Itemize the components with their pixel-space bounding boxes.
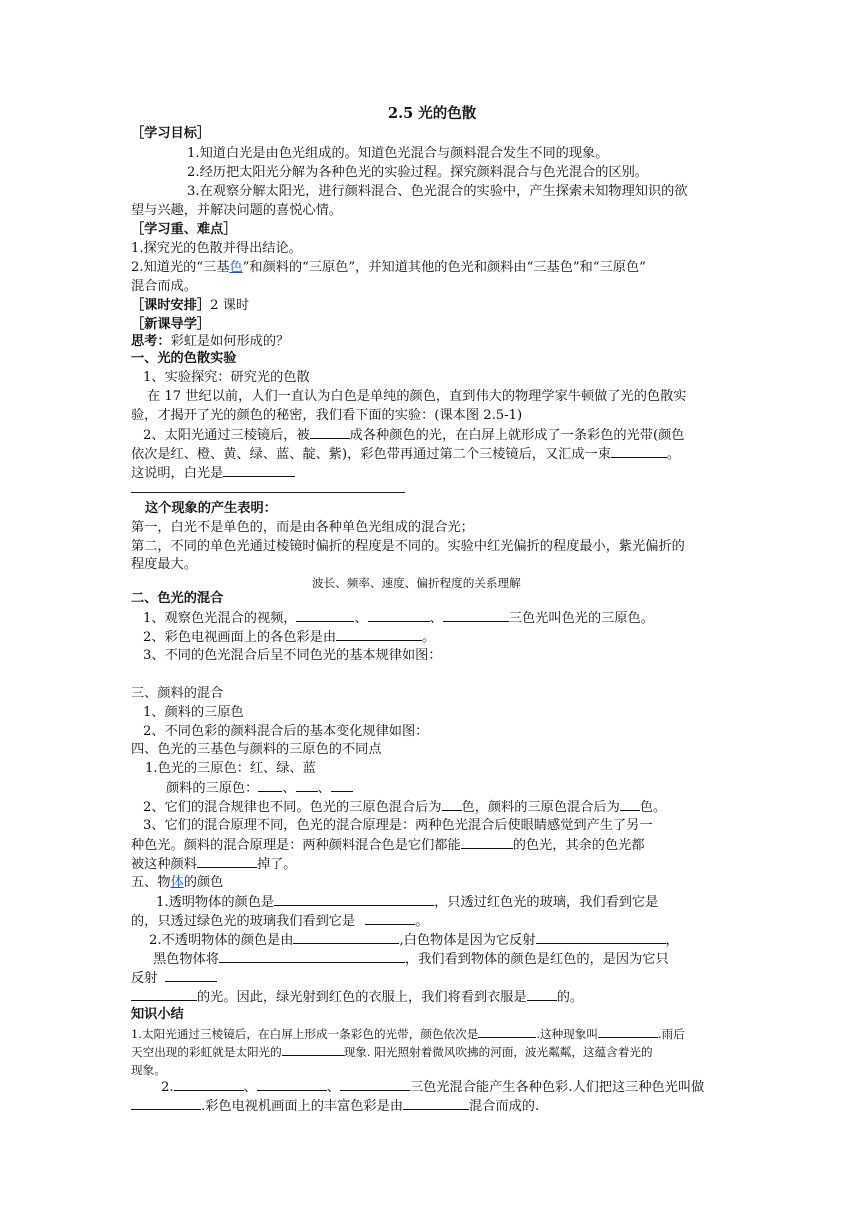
blank-field[interactable] xyxy=(598,1025,658,1038)
s5-line-3-a: 2.不透明物体的颜色是由 xyxy=(149,933,294,948)
blank-field[interactable] xyxy=(197,855,257,868)
wavelength-note: 波长、频率、速度、偏折程度的关系理解 xyxy=(312,576,521,590)
blank-field[interactable] xyxy=(620,798,640,811)
blank-field[interactable] xyxy=(527,988,557,1001)
summary-line-4-a: 2. xyxy=(161,1080,174,1095)
blank-field[interactable] xyxy=(461,836,513,849)
separator: 、 xyxy=(317,781,331,796)
key-point-1: 1.探究光的色散并得出结论。 xyxy=(131,241,302,256)
s5-line-2-a: 的，只透过绿色光的玻璃我们看到它是 xyxy=(131,914,356,929)
section-5-header-b: 的颜色 xyxy=(183,875,224,890)
color-link[interactable]: 色 xyxy=(229,260,243,275)
s2-line-2-a: 2、彩色电视画面上的各色彩是由 xyxy=(143,630,337,645)
s1-line-4 xyxy=(143,426,684,445)
s1-line-5 xyxy=(131,445,680,464)
s4-line-1: 1.色光的三原色：红、绿、蓝 xyxy=(145,761,316,776)
blank-field[interactable] xyxy=(536,931,666,944)
summary-line-5-b: 混合而成的. xyxy=(469,1099,540,1114)
summary-line-4-b: 三色光混合能产生各种色彩.人们把这三种色光叫做 xyxy=(409,1080,705,1095)
blank-field[interactable] xyxy=(293,931,399,944)
summary-line-2 xyxy=(131,1043,653,1061)
section-5-header-a: 五、物 xyxy=(131,875,171,890)
separator: 、 xyxy=(326,1080,340,1095)
s2-line-2-b: 。 xyxy=(422,630,436,645)
s1-line-4-a: 2、太阳光通过三棱镜后，被 xyxy=(143,428,310,443)
s4-line-4: 3、它们的混合原理不同，色光的混合原理是：两种色光混合后使眼睛感觉到产生了另一 xyxy=(143,818,653,833)
s4-line-3-c: 色。 xyxy=(639,800,667,815)
blank-field[interactable] xyxy=(478,1025,536,1038)
separator: 、 xyxy=(354,611,368,626)
s1-line-4-b: 成各种颜色的光，在白屏上就形成了一条彩色的光带(颜色 xyxy=(349,428,685,443)
s2-line-2 xyxy=(143,628,435,647)
object-link[interactable]: 体 xyxy=(170,875,184,890)
s2-line-1-b: 三色光叫色光的三原色。 xyxy=(508,611,654,626)
summary-line-2-b: 现象. 阳光照射着微风吹拂的河面，波光粼粼，这蕴含着光的 xyxy=(343,1045,653,1059)
s4-line-3-a: 2、它们的混合规律也不同。色光的三原色混合后为 xyxy=(143,800,442,815)
summary-line-3: 现象。 xyxy=(131,1063,166,1077)
separator: 、 xyxy=(429,611,443,626)
s5-line-1-b: ，只透过红色光的玻璃，我们看到它是 xyxy=(434,895,659,910)
summary-line-1-a: 1.太阳光通过三棱镜后，在白屏上形成一条彩色的光带，颜色依次是 xyxy=(131,1027,479,1041)
summary-line-5 xyxy=(131,1097,539,1116)
s4-line-3 xyxy=(143,798,666,817)
blank-field[interactable] xyxy=(331,779,353,792)
summary-header: 知识小结 xyxy=(131,1007,184,1022)
section-1-header: 一、光的色散实验 xyxy=(131,351,237,366)
think-label: 思考： xyxy=(131,334,171,349)
summary-line-1 xyxy=(131,1025,685,1043)
key-point-2-text-b: ”和颜料的“三原色”，并知道其他的色光和颜料由“三基色”和“三原色” xyxy=(242,260,646,275)
blank-field[interactable] xyxy=(340,1078,410,1091)
s1-line-5-a: 依次是红、橙、黄、绿、蓝、靛、紫)，彩色带再通过第二个三棱镜后，又汇成一束 xyxy=(131,447,611,462)
s2-line-1 xyxy=(143,609,654,628)
blank-field[interactable] xyxy=(223,464,295,477)
blank-field[interactable] xyxy=(296,609,354,622)
s5-line-2 xyxy=(131,912,428,931)
section-4-header: 四、色光的三基色与颜料的三原色的不同点 xyxy=(131,742,382,757)
blank-field[interactable] xyxy=(131,988,197,1001)
schedule xyxy=(131,297,249,315)
objective-3-cont: 望与兴趣，并解决问题的喜悦心情。 xyxy=(131,203,342,218)
blank-field[interactable] xyxy=(165,969,217,982)
blank-field[interactable] xyxy=(403,1097,469,1110)
key-point-2-text-a: 2.知道光的“三基 xyxy=(131,260,230,275)
key-point-2-cont: 混合而成。 xyxy=(131,279,197,294)
schedule-label: ［课时安排］ xyxy=(131,298,211,313)
s5-line-6 xyxy=(131,988,583,1007)
s1-line-6-a: 这说明，白光是 xyxy=(131,466,224,481)
s4-line-5-b: 的色光，其余的色光都 xyxy=(512,838,645,853)
s1-line-2: 在 17 世纪以前，人们一直认为白色是单纯的颜色，直到伟大的物理学家牛顿做了光的色散实 xyxy=(147,389,687,404)
schedule-value: 2 课时 xyxy=(210,298,250,313)
s3-line-2: 2、不同色彩的颜料混合后的基本变化规律如图： xyxy=(143,724,429,739)
objective-1: 1.知道白光是由色光组成的。知道色光混合与颜料混合发生不同的现象。 xyxy=(187,146,609,161)
summary-line-5-a: .彩色电视机画面上的丰富色彩是由 xyxy=(201,1099,404,1114)
summary-line-1-c: .雨后 xyxy=(657,1027,685,1041)
section-3-header: 三、颜料的混合 xyxy=(131,686,224,701)
blank-field[interactable] xyxy=(219,950,405,963)
summary-line-1-b: .这种现象叫 xyxy=(536,1027,598,1041)
s2-line-1-a: 1、观察色光混合的视频， xyxy=(143,611,297,626)
blank-field[interactable] xyxy=(442,798,462,811)
summary-line-2-a: 天空出现的彩虹就是太阳光的 xyxy=(131,1045,282,1059)
objectives-header: ［学习目标］ xyxy=(131,126,211,141)
blank-field[interactable] xyxy=(310,426,350,439)
s5-line-6-a: 的光。因此，绿光射到红色的衣服上，我们将看到衣服是 xyxy=(197,990,527,1005)
blank-field[interactable] xyxy=(365,912,415,925)
page-title: 2.5 光的色散 xyxy=(388,105,477,122)
phenomenon-2: 第二，不同的单色光通过棱镜时偏折的程度是不同的。实验中红光偏折的程度最小，紫光偏折的 xyxy=(131,539,685,554)
s2-line-3: 3、不同的色光混合后呈不同色光的基本规律如图： xyxy=(143,648,442,663)
s1-line-1: 1、实验探究：研究光的色散 xyxy=(143,370,310,385)
s5-line-3-b: ,白色物体是因为它反射 xyxy=(399,933,536,948)
s4-line-2 xyxy=(166,779,353,798)
s5-line-6-b: 的。 xyxy=(556,990,584,1005)
s5-line-3-c: ， xyxy=(665,933,679,948)
summary-line-4 xyxy=(161,1078,704,1097)
section-5-header xyxy=(131,874,223,892)
s4-line-5 xyxy=(131,836,645,855)
phenomenon-1: 第一，白光不是单色的，而是由各种单色光组成的混合光； xyxy=(131,520,474,535)
blank-field[interactable] xyxy=(368,609,430,622)
objective-2: 2.经历把太阳光分解为各种色光的实验过程。探究颜料混合与色光混合的区别。 xyxy=(187,165,648,180)
section-2-header: 二、色光的混合 xyxy=(131,591,224,606)
s5-line-4-b: ，我们看到物体的颜色是红色的，是因为它只 xyxy=(404,952,669,967)
phenomenon-2-cont: 程度最大。 xyxy=(131,557,197,572)
s5-line-1-a: 1.透明物体的颜色是 xyxy=(156,895,275,910)
blank-field[interactable] xyxy=(174,1078,244,1091)
new-lesson-header: ［新课导学］ xyxy=(131,317,211,332)
s1-line-3: 验，才揭开了光的颜色的秘密，我们看下面的实验：(课本图 2.5-1) xyxy=(131,408,523,423)
blank-field[interactable] xyxy=(274,893,434,906)
answer-line[interactable] xyxy=(131,492,405,493)
s5-line-4 xyxy=(153,950,669,969)
blank-field[interactable] xyxy=(296,779,318,792)
s1-line-6 xyxy=(131,464,295,483)
s3-line-1: 1、颜料的三原色 xyxy=(143,705,244,720)
separator: 、 xyxy=(243,1080,257,1095)
s1-line-5-b: 。 xyxy=(666,447,681,462)
s5-line-3 xyxy=(149,931,679,950)
s5-line-5-a: 反射 xyxy=(131,971,158,986)
s4-line-6 xyxy=(131,855,297,874)
blank-field[interactable] xyxy=(257,1078,327,1091)
s4-line-6-b: 掉了。 xyxy=(256,857,297,872)
think-text: 彩虹是如何形成的？ xyxy=(170,334,290,349)
s5-line-1 xyxy=(156,893,658,912)
phenomenon-header: 这个现象的产生表明： xyxy=(145,501,277,516)
separator: 、 xyxy=(282,781,296,796)
s4-line-3-b: 色，颜料的三原色混合后为 xyxy=(461,800,620,815)
s5-line-4-a: 黑色物体将 xyxy=(153,952,219,967)
s4-line-6-a: 被这种颜料 xyxy=(131,857,197,872)
think-question xyxy=(131,333,289,351)
objective-3: 3.在观察分解太阳光，进行颜料混合、色光混合的实验中，产生探索未知物理知识的欲 xyxy=(187,184,688,199)
key-points-header: ［学习重、难点］ xyxy=(131,222,237,237)
blank-field[interactable] xyxy=(611,445,667,458)
s5-line-5 xyxy=(131,969,217,988)
s4-line-2-a: 颜料的三原色： xyxy=(166,781,259,796)
key-point-2 xyxy=(131,259,646,277)
s4-line-5-a: 种色光。颜料的混合原理是：两种颜料混合色是它们都能 xyxy=(131,838,461,853)
blank-field[interactable] xyxy=(131,1097,201,1110)
blank-field[interactable] xyxy=(258,779,282,792)
blank-field[interactable] xyxy=(443,609,509,622)
blank-field[interactable] xyxy=(336,628,422,641)
s5-line-2-b: 。 xyxy=(415,914,429,929)
blank-field[interactable] xyxy=(282,1043,344,1056)
